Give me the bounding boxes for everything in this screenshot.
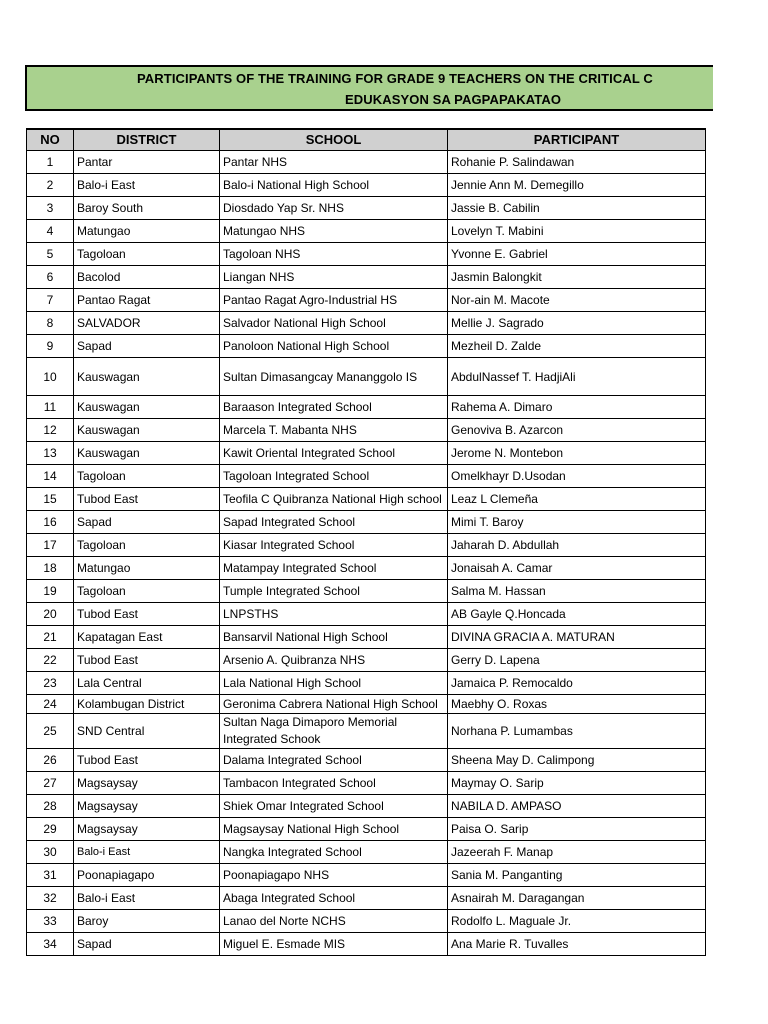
cell-district: Kauswagan [74, 442, 220, 465]
cell-no: 22 [27, 649, 74, 672]
cell-participant: Maebhy O. Roxas [448, 695, 706, 714]
cell-school: Pantar NHS [220, 151, 448, 174]
table-row [27, 649, 706, 672]
header-participant: PARTICIPANT [448, 129, 706, 151]
table-row [27, 220, 706, 243]
cell-no: 13 [27, 442, 74, 465]
cell-participant: Jassie B. Cabilin [448, 197, 706, 220]
cell-school: Arsenio A. Quibranza NHS [220, 649, 448, 672]
table-row [27, 933, 706, 956]
cell-district: SND Central [74, 714, 220, 749]
cell-no: 31 [27, 864, 74, 887]
cell-no: 27 [27, 772, 74, 795]
cell-district: Magsaysay [74, 795, 220, 818]
cell-no: 6 [27, 266, 74, 289]
table-row [27, 749, 706, 772]
cell-participant: Jennie Ann M. Demegillo [448, 174, 706, 197]
cell-no: 29 [27, 818, 74, 841]
cell-school: Kiasar Integrated School [220, 534, 448, 557]
cell-participant: Norhana P. Lumambas [448, 714, 706, 749]
cell-participant: Paisa O. Sarip [448, 818, 706, 841]
cell-no: 3 [27, 197, 74, 220]
cell-school: Tagoloan NHS [220, 243, 448, 266]
header-district: DISTRICT [74, 129, 220, 151]
cell-participant: Nor-ain M. Macote [448, 289, 706, 312]
cell-school: Magsaysay National High School [220, 818, 448, 841]
cell-district: Tagoloan [74, 465, 220, 488]
cell-school: Miguel E. Esmade MIS [220, 933, 448, 956]
cell-district: Tagoloan [74, 580, 220, 603]
table-row [27, 335, 706, 358]
cell-school: Balo-i National High School [220, 174, 448, 197]
cell-district: Lala Central [74, 672, 220, 695]
cell-participant: AbdulNassef T. HadjiAli [448, 358, 706, 396]
cell-participant: DIVINA GRACIA A. MATURAN [448, 626, 706, 649]
table-row [27, 266, 706, 289]
cell-participant: Ana Marie R. Tuvalles [448, 933, 706, 956]
cell-no: 12 [27, 419, 74, 442]
cell-district: Tagoloan [74, 534, 220, 557]
cell-no: 32 [27, 887, 74, 910]
table-row [27, 358, 706, 396]
cell-participant: Sania M. Panganting [448, 864, 706, 887]
cell-school: Panoloon National High School [220, 335, 448, 358]
table-row [27, 243, 706, 266]
cell-participant: Salma M. Hassan [448, 580, 706, 603]
table-row [27, 442, 706, 465]
table-row [27, 151, 706, 174]
cell-school: Geronima Cabrera National High School [220, 695, 448, 714]
header-row [27, 129, 706, 151]
cell-school: Nangka Integrated School [220, 841, 448, 864]
cell-no: 14 [27, 465, 74, 488]
cell-district: Kauswagan [74, 396, 220, 419]
cell-district: Sapad [74, 933, 220, 956]
title-banner [25, 65, 713, 111]
cell-school: Bansarvil National High School [220, 626, 448, 649]
table-row [27, 795, 706, 818]
cell-no: 16 [27, 511, 74, 534]
cell-participant: Leaz L Clemeña [448, 488, 706, 511]
header-no: NO [27, 129, 74, 151]
cell-school: Poonapiagapo NHS [220, 864, 448, 887]
cell-no: 30 [27, 841, 74, 864]
cell-participant: AB Gayle Q.Honcada [448, 603, 706, 626]
cell-district: Baroy [74, 910, 220, 933]
table-row [27, 887, 706, 910]
cell-participant: Mellie J. Sagrado [448, 312, 706, 335]
document-title: PARTICIPANTS OF THE TRAINING FOR GRADE 9 TEACHERS ON THE CRITICAL C [137, 71, 653, 86]
table-row [27, 695, 706, 714]
cell-district: Poonapiagapo [74, 864, 220, 887]
cell-school: Abaga Integrated School [220, 887, 448, 910]
table-row [27, 580, 706, 603]
cell-district: Balo-i East [74, 841, 220, 864]
cell-participant: Jazeerah F. Manap [448, 841, 706, 864]
cell-school: Salvador National High School [220, 312, 448, 335]
cell-school: Tumple Integrated School [220, 580, 448, 603]
cell-participant: Rahema A. Dimaro [448, 396, 706, 419]
cell-school: Matungao NHS [220, 220, 448, 243]
table-row [27, 511, 706, 534]
cell-no: 26 [27, 749, 74, 772]
table-row [27, 465, 706, 488]
table-row [27, 818, 706, 841]
cell-school: Sultan Dimasangcay Mananggolo IS [220, 358, 448, 396]
cell-school: Sapad Integrated School [220, 511, 448, 534]
cell-no: 25 [27, 714, 74, 749]
cell-school: Liangan NHS [220, 266, 448, 289]
cell-no: 19 [27, 580, 74, 603]
cell-participant: Asnairah M. Daragangan [448, 887, 706, 910]
cell-no: 11 [27, 396, 74, 419]
cell-school: Dalama Integrated School [220, 749, 448, 772]
cell-district: Balo-i East [74, 174, 220, 197]
cell-participant: Jaharah D. Abdullah [448, 534, 706, 557]
cell-school: Baraason Integrated School [220, 396, 448, 419]
cell-participant: Jamaica P. Remocaldo [448, 672, 706, 695]
cell-participant: Mezheil D. Zalde [448, 335, 706, 358]
cell-participant: Mimi T. Baroy [448, 511, 706, 534]
table-row [27, 910, 706, 933]
cell-school: Teofila C Quibranza National High school [220, 488, 448, 511]
document-subtitle: EDUKASYON SA PAGPAPAKATAO [345, 92, 562, 107]
table-row [27, 557, 706, 580]
cell-district: Magsaysay [74, 818, 220, 841]
cell-participant: Jonaisah A. Camar [448, 557, 706, 580]
table-row [27, 312, 706, 335]
cell-district: Sapad [74, 511, 220, 534]
cell-no: 9 [27, 335, 74, 358]
cell-participant: Yvonne E. Gabriel [448, 243, 706, 266]
cell-school: Shiek Omar Integrated School [220, 795, 448, 818]
cell-no: 17 [27, 534, 74, 557]
table-row [27, 772, 706, 795]
cell-school: Lala National High School [220, 672, 448, 695]
cell-no: 7 [27, 289, 74, 312]
cell-no: 33 [27, 910, 74, 933]
cell-no: 28 [27, 795, 74, 818]
cell-school: Tagoloan Integrated School [220, 465, 448, 488]
cell-no: 5 [27, 243, 74, 266]
table-row [27, 603, 706, 626]
table-header [27, 129, 706, 151]
cell-participant: Jasmin Balongkit [448, 266, 706, 289]
cell-participant: Omelkhayr D.Usodan [448, 465, 706, 488]
table-row [27, 672, 706, 695]
header-school: SCHOOL [220, 129, 448, 151]
cell-district: Tubod East [74, 749, 220, 772]
cell-no: 8 [27, 312, 74, 335]
cell-district: Tubod East [74, 488, 220, 511]
table-row [27, 174, 706, 197]
table-row [27, 488, 706, 511]
cell-no: 15 [27, 488, 74, 511]
cell-participant: Maymay O. Sarip [448, 772, 706, 795]
cell-participant: Lovelyn T. Mabini [448, 220, 706, 243]
cell-no: 23 [27, 672, 74, 695]
cell-district: Baroy South [74, 197, 220, 220]
cell-district: Tubod East [74, 603, 220, 626]
cell-school: Kawit Oriental Integrated School [220, 442, 448, 465]
cell-district: Matungao [74, 220, 220, 243]
cell-participant: Rodolfo L. Maguale Jr. [448, 910, 706, 933]
cell-district: Kauswagan [74, 358, 220, 396]
table-body [27, 151, 706, 956]
cell-participant: Rohanie P. Salindawan [448, 151, 706, 174]
table-row [27, 864, 706, 887]
cell-school: Marcela T. Mabanta NHS [220, 419, 448, 442]
cell-no: 21 [27, 626, 74, 649]
cell-district: Matungao [74, 557, 220, 580]
cell-participant: Genoviva B. Azarcon [448, 419, 706, 442]
cell-no: 24 [27, 695, 74, 714]
cell-no: 2 [27, 174, 74, 197]
cell-school: Sultan Naga Dimaporo Memorial Integrated Schook [220, 714, 448, 749]
cell-participant: Sheena May D. Calimpong [448, 749, 706, 772]
cell-no: 4 [27, 220, 74, 243]
cell-district: Kolambugan District [74, 695, 220, 714]
cell-district: Pantao Ragat [74, 289, 220, 312]
table-row [27, 197, 706, 220]
cell-participant: Gerry D. Lapena [448, 649, 706, 672]
cell-school: Pantao Ragat Agro-Industrial HS [220, 289, 448, 312]
cell-district: SALVADOR [74, 312, 220, 335]
cell-no: 18 [27, 557, 74, 580]
cell-district: Tagoloan [74, 243, 220, 266]
table-row [27, 714, 706, 749]
cell-no: 20 [27, 603, 74, 626]
cell-district: Tubod East [74, 649, 220, 672]
cell-no: 10 [27, 358, 74, 396]
cell-participant: Jerome N. Montebon [448, 442, 706, 465]
cell-district: Magsaysay [74, 772, 220, 795]
cell-school: Matampay Integrated School [220, 557, 448, 580]
table-row [27, 396, 706, 419]
cell-district: Bacolod [74, 266, 220, 289]
cell-district: Pantar [74, 151, 220, 174]
table-row [27, 626, 706, 649]
table-row [27, 289, 706, 312]
cell-no: 34 [27, 933, 74, 956]
cell-district: Sapad [74, 335, 220, 358]
cell-participant: NABILA D. AMPASO [448, 795, 706, 818]
cell-no: 1 [27, 151, 74, 174]
participants-table [26, 128, 706, 956]
table-row [27, 419, 706, 442]
cell-district: Kauswagan [74, 419, 220, 442]
table-row [27, 534, 706, 557]
cell-school: Lanao del Norte NCHS [220, 910, 448, 933]
cell-school: Tambacon Integrated School [220, 772, 448, 795]
cell-district: Kapatagan East [74, 626, 220, 649]
cell-school: Diosdado Yap Sr. NHS [220, 197, 448, 220]
table-row [27, 841, 706, 864]
cell-district: Balo-i East [74, 887, 220, 910]
cell-school: LNPSTHS [220, 603, 448, 626]
